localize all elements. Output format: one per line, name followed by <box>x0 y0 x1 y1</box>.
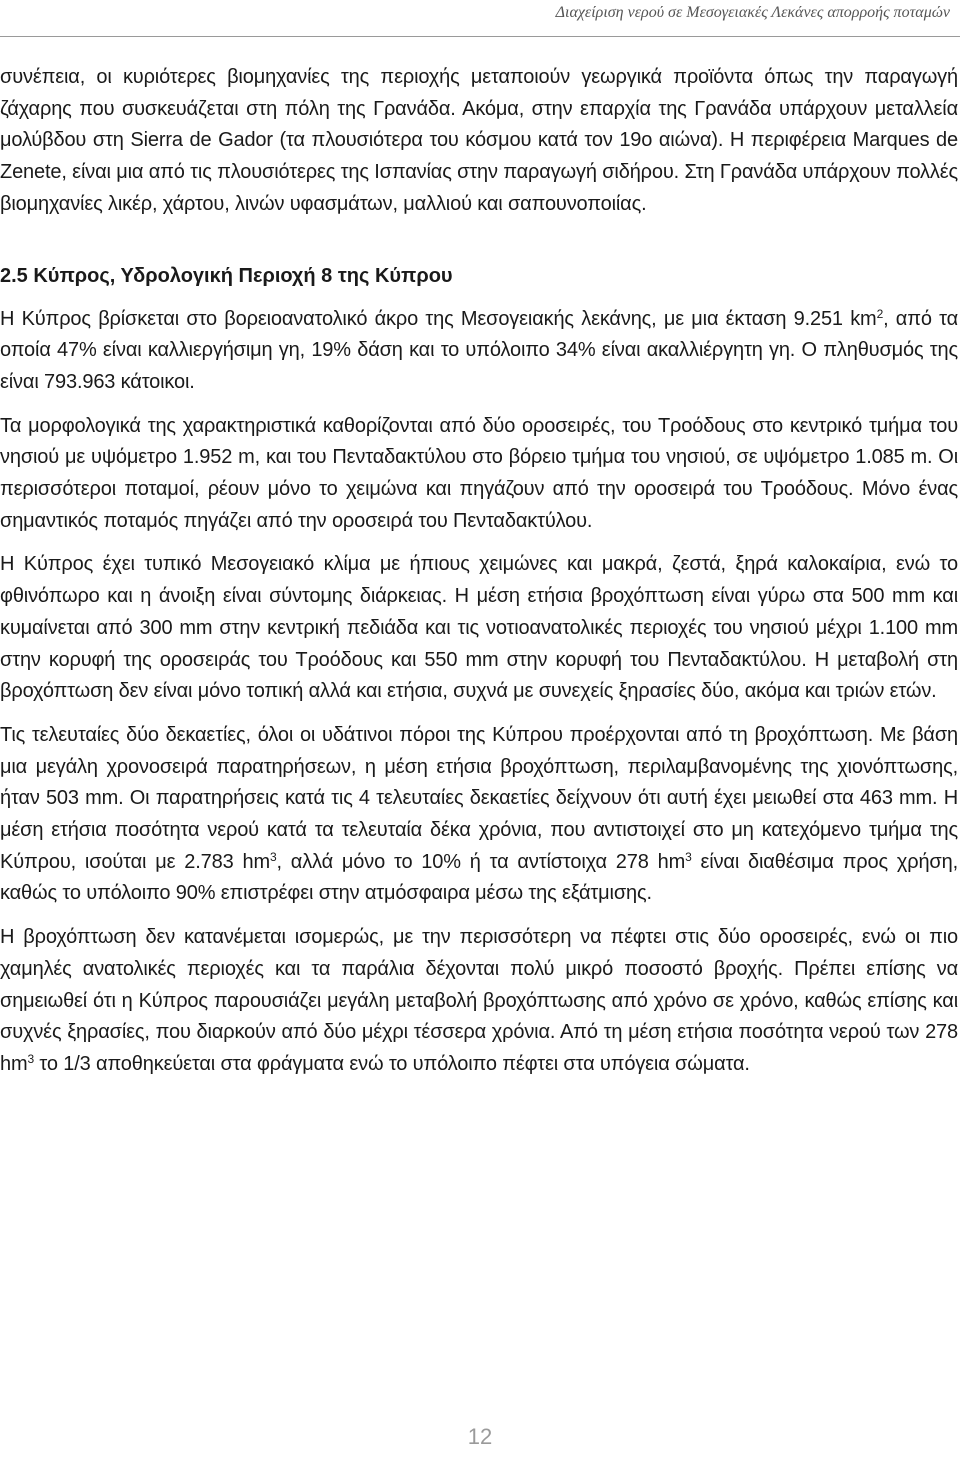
text-run: , αλλά μόνο το 10% ή τα αντίστοιχα 278 hm <box>276 850 686 873</box>
section-spacer <box>0 221 958 261</box>
rainfall-distribution-paragraph <box>0 922 958 1081</box>
page-body <box>0 62 958 1081</box>
text-run: το 1/3 αποθηκεύεται στα φράγματα ενώ το υπόλοιπο πέφτει στα υπόγεια σώματα. <box>34 1052 750 1075</box>
intro-paragraph: συνέπεια, οι κυριότερες βιομηχανίες της περιοχής μεταποιούν γεωργικά προϊόντα όπως την παραγωγή ζάχαρης που συσκευάζεται στη πόλη της Γρανάδα. Ακόμα, στην επαρχία της Γρανάδα υπάρχουν μεταλλεία μολύβδου στη Sierra de Gador (τα πλουσιότερα του κόσμου κατά τον 19ο αιώνα). Η περιφέρεια Marques de Zenete, είναι μια από τις πλουσιότερες της Ισπανίας στην παραγωγή σιδήρου. Στη Γρανάδα υπάρχουν πολλές βιομηχανίες λικέρ, χάρτου, λινών υφασμάτων, μαλλιού και σαπουνοποιίας. <box>0 66 958 215</box>
superscript: 3 <box>685 849 692 864</box>
text-run: Η βροχόπτωση δεν κατανέμεται ισομερώς, με την περισσότερη να πέφτει στις δύο οροσειρές, ενώ οι πιο χαμηλές ανατολικές περιοχές και τα παράλια δέχονται πολύ μικρό ποσοστό βροχής. Πρέπει επίσης να σημειωθεί ότι η Κύπρος παρουσιάζει μεγάλη μεταβολή βροχόπτωσης από χρόνο σε χρόνο, καθώς επίσης και συχνές ξηρασίες, που διαρκούν από δύο μέχρι τέσσερα χρόνια. Από τη μέση ετήσια ποσότητα νερού των 278 hm <box>0 926 958 1075</box>
superscript: 3 <box>27 1051 35 1066</box>
page-number: 12 <box>467 1424 493 1449</box>
text-run: , από τα οποία 47% είναι καλλιεργήσιμη γη, 19% δάση και το υπόλοιπο 34% είναι ακαλλιέργητη γη. Ο πληθυσμός της είναι 793.963 κάτοικοι. <box>0 307 958 393</box>
running-header: Διαχείριση νερού σε Μεσογειακές Λεκάνες απορροής ποταμών <box>555 4 950 21</box>
header-divider <box>0 36 960 37</box>
superscript: 2 <box>876 306 884 321</box>
morphology-paragraph: Τα μορφολογικά της χαρακτηριστικά καθορίζονται από δύο οροσειρές, του Τροόδους στο κεντρικό τμήμα του νησιού με υψόμετρο 1.952 m, και του Πενταδακτύλου στο βόρειο τμήμα του νησιού, σε υψόμετρο 1.085 m. Οι περισσότεροι ποταμοί, ρέουν μόνο το χειμώνα και πηγάζουν από την οροσειρά του Τροόδους. Μόνο ένας σημαντικός ποταμός πηγάζει από την οροσειρά του Πενταδακτύλου. <box>0 414 958 532</box>
superscript: 3 <box>269 849 277 864</box>
text-run: είναι διαθέσιμα προς χρήση, καθώς το υπόλοιπο 90% επιστρέφει στην ατμόσφαιρα μέσω της εξάτμισης. <box>0 850 958 905</box>
section-heading: 2.5 Κύπρος, Υδρολογική Περιοχή 8 της Κύπρου <box>0 264 453 287</box>
water-resources-paragraph <box>0 720 958 910</box>
text-run: Η Κύπρος βρίσκεται στο βορειοανατολικό άκρο της Μεσογειακής λεκάνης, με μια έκταση 9.251 km <box>0 307 877 330</box>
cyprus-area-paragraph <box>0 304 958 399</box>
climate-paragraph: Η Κύπρος έχει τυπικό Μεσογειακό κλίμα με ήπιους χειμώνες και μακρά, ζεστά, ξηρά καλοκαίρια, ενώ το φθινόπωρο και η άνοιξη είναι σύντομης διάρκειας. Η μέση ετήσια βροχόπτωση είναι γύρω στα 500 mm και κυμαίνεται από 300 mm στην κεντρική πεδιάδα και τις νοτιοανατολικές περιοχές του νησιού μέχρι 1.100 mm στην κορυφή της οροσειράς του Τροόδους και 550 mm στην κορυφή του Πενταδακτύλου. Η μεταβολή στη βροχόπτωση δεν είναι μόνο τοπική αλλά και ετήσια, συχνά με συνεχείς ξηρασίες δύο, ακόμα και τριών ετών. <box>0 553 958 703</box>
text-run: Τις τελευταίες δύο δεκαετίες, όλοι οι υδάτινοι πόροι της Κύπρου προέρχονται από τη βροχόπτωση. Με βάση μια μεγάλη χρονοσειρά παρατηρήσεων, η μέση ετήσια βροχόπτωση, περιλαμβανομένης της χιονόπτωσης, ήταν 503 mm. Οι παρατηρήσεις κατά τις 4 τελευταίες δεκαετίες δείχνουν ότι αυτή έχει μειωθεί στα 463 mm. Η μέση ετήσια ποσότητα νερού κατά τα τελευταία δέκα χρόνια, που αντιστοιχεί στο μη κατεχόμενο τμήμα της Κύπρου, ισούται με 2.783 hm <box>0 723 958 873</box>
